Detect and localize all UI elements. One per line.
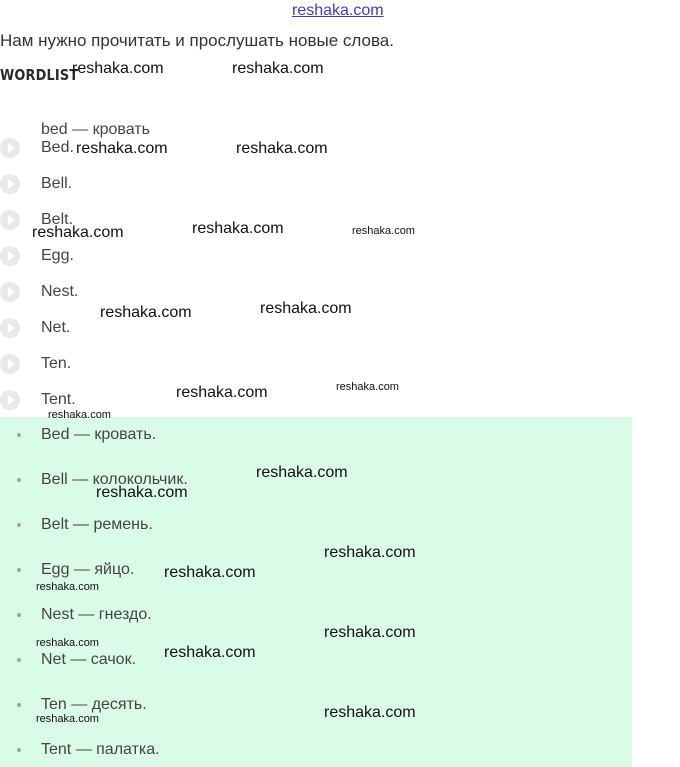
audio-item — [0, 352, 72, 376]
bullet-icon — [17, 658, 21, 662]
watermark: reshaka.com — [192, 220, 284, 237]
watermark: reshaka.com — [260, 300, 352, 317]
play-icon[interactable] — [0, 354, 20, 374]
audio-word: Egg. — [41, 247, 74, 264]
watermark: reshaka.com — [36, 713, 99, 725]
watermark: reshaka.com — [324, 704, 416, 721]
translation-text: Net — сачок. — [41, 651, 137, 668]
audio-item — [0, 280, 79, 304]
translation-text: Nest — гнездо. — [41, 606, 152, 623]
watermark: reshaka.com — [164, 564, 256, 581]
watermark: reshaka.com — [336, 381, 399, 393]
watermark: reshaka.com — [324, 544, 416, 561]
play-icon[interactable] — [0, 282, 20, 302]
watermark: reshaka.com — [76, 140, 168, 157]
translation-text: Ten — десять. — [41, 696, 147, 713]
translation-text: Bell — колокольчик. — [41, 471, 188, 488]
bullet-icon — [17, 478, 21, 482]
play-icon[interactable] — [0, 246, 20, 266]
wordlist-heading: WORDLIST — [0, 66, 79, 84]
audio-word: Belt. — [41, 211, 74, 228]
watermark: reshaka.com — [232, 60, 324, 77]
translation-text: Tent — палатка. — [41, 741, 160, 758]
play-icon[interactable] — [0, 390, 20, 410]
bullet-icon — [17, 433, 21, 437]
watermark: reshaka.com — [96, 484, 188, 501]
play-icon[interactable] — [0, 138, 20, 158]
audio-item — [0, 136, 74, 160]
audio-word: Bed. — [41, 139, 74, 156]
audio-item — [0, 244, 74, 268]
bullet-icon — [17, 748, 21, 752]
watermark: reshaka.com — [100, 304, 192, 321]
watermark: reshaka.com — [36, 581, 99, 593]
audio-item — [0, 172, 73, 196]
bullet-icon — [17, 523, 21, 527]
bullet-icon — [17, 703, 21, 707]
translation-text: Belt — ремень. — [41, 516, 153, 533]
audio-word: Nest. — [41, 283, 79, 300]
audio-item — [0, 208, 74, 232]
translation-text: Egg — яйцо. — [41, 561, 135, 578]
audio-word: Net. — [41, 319, 71, 336]
audio-word: Tent. — [41, 391, 76, 408]
watermark: reshaka.com — [36, 637, 99, 649]
play-icon[interactable] — [0, 318, 20, 338]
watermark: reshaka.com — [324, 624, 416, 641]
watermark: reshaka.com — [48, 409, 111, 421]
bullet-icon — [17, 613, 21, 617]
bullet-icon — [17, 568, 21, 572]
watermark: reshaka.com — [176, 384, 268, 401]
clipped-row-text: bed — кровать — [41, 121, 150, 138]
watermark: reshaka.com — [256, 464, 348, 481]
watermark: reshaka.com — [72, 60, 164, 77]
watermark: reshaka.com — [352, 225, 415, 237]
audio-word: Bell. — [41, 175, 73, 192]
audio-word: Ten. — [41, 355, 72, 372]
play-icon[interactable] — [0, 174, 20, 194]
audio-item — [0, 316, 71, 340]
translation-text: Bed — кровать. — [41, 426, 157, 443]
watermark: reshaka.com — [164, 644, 256, 661]
watermark: reshaka.com — [236, 140, 328, 157]
watermark: reshaka.com — [32, 224, 124, 241]
clipped-row — [41, 121, 150, 138]
audio-item — [0, 388, 76, 412]
instruction-text: Нам нужно прочитать и прослушать новые слова. — [0, 31, 394, 50]
play-icon[interactable] — [0, 210, 20, 230]
site-link[interactable]: reshaka.com — [292, 2, 384, 19]
